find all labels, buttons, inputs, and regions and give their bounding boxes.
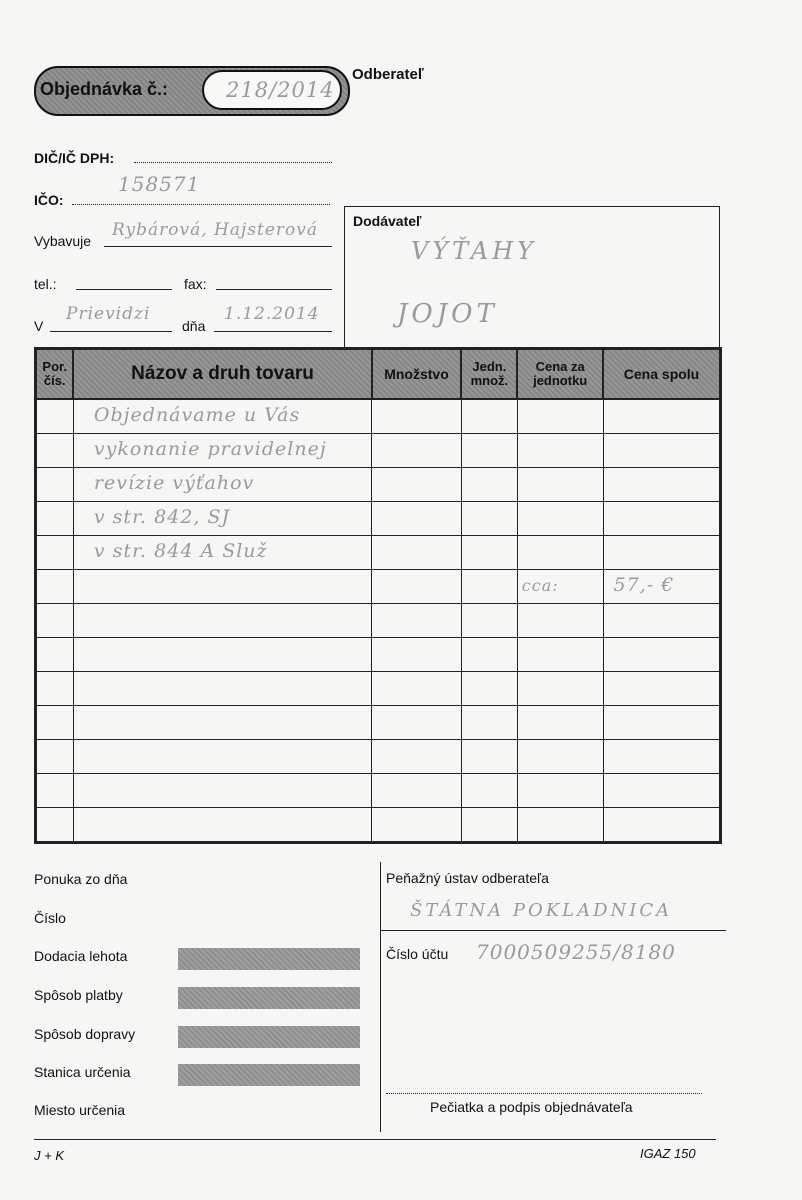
table-cell[interactable] bbox=[73, 468, 371, 502]
dna-value: 1.12.2014 bbox=[224, 304, 320, 324]
delivery-shaded-field bbox=[178, 948, 360, 970]
table-cell[interactable] bbox=[73, 434, 371, 468]
supplier-line1: VÝŤAHY bbox=[411, 237, 537, 265]
table-row bbox=[36, 740, 721, 774]
table-cell[interactable] bbox=[73, 774, 371, 808]
dna-field[interactable] bbox=[214, 331, 332, 332]
table-cell[interactable] bbox=[461, 468, 517, 502]
col-header-quantity: Množstvo bbox=[372, 349, 462, 400]
order-number-pill bbox=[34, 66, 350, 116]
footer-left: J + K bbox=[34, 1148, 64, 1163]
table-cell[interactable] bbox=[461, 808, 517, 843]
station-label: Stanica určenia bbox=[34, 1064, 131, 1080]
v-value: Prievidzi bbox=[66, 304, 151, 324]
table-row bbox=[36, 706, 721, 740]
offer-label: Ponuka zo dňa bbox=[34, 871, 128, 887]
payment-label: Spôsob platby bbox=[34, 987, 123, 1003]
table-cell[interactable] bbox=[603, 502, 720, 536]
table-row bbox=[36, 808, 721, 843]
table-cell[interactable] bbox=[36, 638, 74, 672]
table-row bbox=[36, 434, 721, 468]
col-header-unit-price: Cena za jednotku bbox=[517, 349, 603, 400]
table-cell[interactable] bbox=[73, 399, 371, 434]
vybavuje-field[interactable] bbox=[104, 246, 332, 247]
table-cell[interactable] bbox=[372, 502, 462, 536]
table-cell[interactable] bbox=[517, 468, 603, 502]
table-cell[interactable] bbox=[603, 672, 720, 706]
items-table bbox=[34, 347, 722, 844]
v-field[interactable] bbox=[50, 331, 172, 332]
customer-label: Odberateľ bbox=[352, 66, 424, 83]
table-cell[interactable] bbox=[603, 434, 720, 468]
fax-field[interactable] bbox=[216, 289, 332, 290]
table-cell[interactable] bbox=[372, 434, 462, 468]
table-row bbox=[36, 638, 721, 672]
table-cell[interactable] bbox=[517, 672, 603, 706]
table-cell[interactable] bbox=[36, 672, 74, 706]
table-row bbox=[36, 604, 721, 638]
table-cell[interactable] bbox=[461, 536, 517, 570]
table-cell[interactable] bbox=[73, 672, 371, 706]
number-label: Číslo bbox=[34, 910, 66, 926]
table-cell[interactable] bbox=[372, 638, 462, 672]
supplier-box bbox=[344, 206, 720, 348]
total-label: cca: bbox=[521, 576, 559, 595]
item-text: v str. 844 A Služ bbox=[93, 540, 268, 562]
col-header-number: Por. čís. bbox=[36, 349, 74, 400]
table-cell[interactable] bbox=[36, 536, 74, 570]
table-cell[interactable] bbox=[603, 468, 720, 502]
table-cell[interactable] bbox=[461, 706, 517, 740]
tel-label: tel.: bbox=[34, 276, 57, 292]
order-label: Objednávka č.: bbox=[40, 79, 169, 99]
station-shaded-field bbox=[178, 1064, 360, 1086]
transport-shaded-field bbox=[178, 1026, 360, 1048]
table-cell[interactable] bbox=[603, 570, 720, 604]
table-cell[interactable] bbox=[517, 706, 603, 740]
table-cell[interactable] bbox=[603, 536, 720, 570]
signature-line[interactable] bbox=[386, 1093, 702, 1094]
table-cell[interactable] bbox=[36, 740, 74, 774]
bank-label: Peňažný ústav odberateľa bbox=[386, 870, 549, 886]
table-cell[interactable] bbox=[603, 808, 720, 843]
table-cell[interactable] bbox=[372, 604, 462, 638]
table-cell[interactable] bbox=[36, 604, 74, 638]
table-cell[interactable] bbox=[517, 570, 603, 604]
bottom-divider bbox=[380, 862, 381, 1132]
supplier-label: Dodávateľ bbox=[353, 213, 422, 229]
table-cell[interactable] bbox=[461, 604, 517, 638]
item-text: vykonanie pravidelnej bbox=[93, 438, 327, 460]
delivery-label: Dodacia lehota bbox=[34, 948, 128, 964]
item-text: v str. 842, SJ bbox=[93, 506, 231, 528]
v-label: V bbox=[34, 318, 44, 334]
table-cell[interactable] bbox=[73, 570, 371, 604]
table-cell[interactable] bbox=[372, 740, 462, 774]
table-cell[interactable] bbox=[517, 502, 603, 536]
table-cell[interactable] bbox=[517, 774, 603, 808]
table-cell[interactable] bbox=[461, 502, 517, 536]
item-text: revízie výťahov bbox=[93, 472, 255, 494]
table-row bbox=[36, 399, 721, 434]
table-cell[interactable] bbox=[517, 434, 603, 468]
table-cell[interactable] bbox=[517, 604, 603, 638]
table-header-row bbox=[36, 349, 721, 400]
table-row bbox=[36, 502, 721, 536]
footer-right: IGAZ 150 bbox=[640, 1146, 696, 1161]
account-label: Číslo účtu bbox=[386, 946, 449, 962]
table-cell[interactable] bbox=[372, 706, 462, 740]
col-header-name: Názov a druh tovaru bbox=[73, 349, 371, 400]
table-cell[interactable] bbox=[372, 672, 462, 706]
dna-label: dňa bbox=[182, 318, 206, 334]
order-number-field[interactable] bbox=[202, 70, 342, 110]
table-cell[interactable] bbox=[372, 570, 462, 604]
table-cell[interactable] bbox=[73, 808, 371, 843]
table-row bbox=[36, 536, 721, 570]
table-cell[interactable] bbox=[372, 774, 462, 808]
vybavuje-label: Vybavuje bbox=[34, 233, 92, 249]
tel-field[interactable] bbox=[76, 289, 172, 290]
table-cell[interactable] bbox=[73, 706, 371, 740]
table-cell[interactable] bbox=[73, 604, 371, 638]
order-number-value: 218/2014 bbox=[226, 78, 335, 102]
table-cell[interactable] bbox=[372, 808, 462, 843]
dic-field[interactable] bbox=[134, 162, 332, 163]
signature-label: Pečiatka a podpis objednávateľa bbox=[430, 1099, 633, 1115]
table-cell[interactable] bbox=[73, 536, 371, 570]
table-cell[interactable] bbox=[73, 740, 371, 774]
table-cell[interactable] bbox=[36, 399, 74, 434]
table-cell[interactable] bbox=[36, 774, 74, 808]
supplier-line2: JOJOT bbox=[397, 299, 498, 329]
table-cell[interactable] bbox=[517, 808, 603, 843]
bank-value: ŠTÁTNA POKLADNICA bbox=[410, 900, 673, 921]
table-cell[interactable] bbox=[73, 638, 371, 672]
table-cell[interactable] bbox=[517, 638, 603, 672]
table-row bbox=[36, 570, 721, 604]
table-cell[interactable] bbox=[603, 604, 720, 638]
table-cell[interactable] bbox=[461, 434, 517, 468]
footer-rule bbox=[34, 1139, 716, 1140]
table-cell[interactable] bbox=[603, 706, 720, 740]
table-cell[interactable] bbox=[372, 399, 462, 434]
table-cell[interactable] bbox=[372, 468, 462, 502]
table-cell[interactable] bbox=[36, 706, 74, 740]
table-cell[interactable] bbox=[461, 399, 517, 434]
table-cell[interactable] bbox=[372, 536, 462, 570]
bank-underline bbox=[380, 930, 726, 931]
table-cell[interactable] bbox=[603, 740, 720, 774]
table-cell[interactable] bbox=[36, 808, 74, 843]
table-cell[interactable] bbox=[461, 570, 517, 604]
table-cell[interactable] bbox=[603, 399, 720, 434]
account-value: 7000509255/8180 bbox=[476, 940, 676, 964]
table-cell[interactable] bbox=[36, 502, 74, 536]
col-header-unit: Jedn. množ. bbox=[461, 349, 517, 400]
table-cell[interactable] bbox=[517, 399, 603, 434]
table-cell[interactable] bbox=[461, 638, 517, 672]
table-cell[interactable] bbox=[461, 672, 517, 706]
item-text: Objednávame u Vás bbox=[93, 404, 301, 426]
ico-value: 158571 bbox=[118, 172, 201, 196]
table-cell[interactable] bbox=[36, 570, 74, 604]
table-cell[interactable] bbox=[517, 536, 603, 570]
table-cell[interactable] bbox=[461, 774, 517, 808]
table-cell[interactable] bbox=[461, 740, 517, 774]
col-header-total: Cena spolu bbox=[603, 349, 720, 400]
table-cell[interactable] bbox=[73, 502, 371, 536]
table-row bbox=[36, 672, 721, 706]
dic-label: DIČ/IČ DPH: bbox=[34, 150, 115, 166]
table-cell[interactable] bbox=[603, 638, 720, 672]
total-value: 57,- € bbox=[613, 574, 675, 596]
table-cell[interactable] bbox=[36, 434, 74, 468]
place-label: Miesto určenia bbox=[34, 1102, 126, 1118]
table-row bbox=[36, 468, 721, 502]
ico-label: IČO: bbox=[34, 192, 64, 208]
table-cell[interactable] bbox=[517, 740, 603, 774]
ico-field[interactable] bbox=[72, 204, 330, 205]
table-cell[interactable] bbox=[603, 774, 720, 808]
fax-label: fax: bbox=[184, 276, 207, 292]
table-cell[interactable] bbox=[36, 468, 74, 502]
transport-label: Spôsob dopravy bbox=[34, 1026, 136, 1042]
vybavuje-value: Rybárová, Hajsterová bbox=[112, 220, 318, 240]
table-row bbox=[36, 774, 721, 808]
payment-shaded-field bbox=[178, 987, 360, 1009]
